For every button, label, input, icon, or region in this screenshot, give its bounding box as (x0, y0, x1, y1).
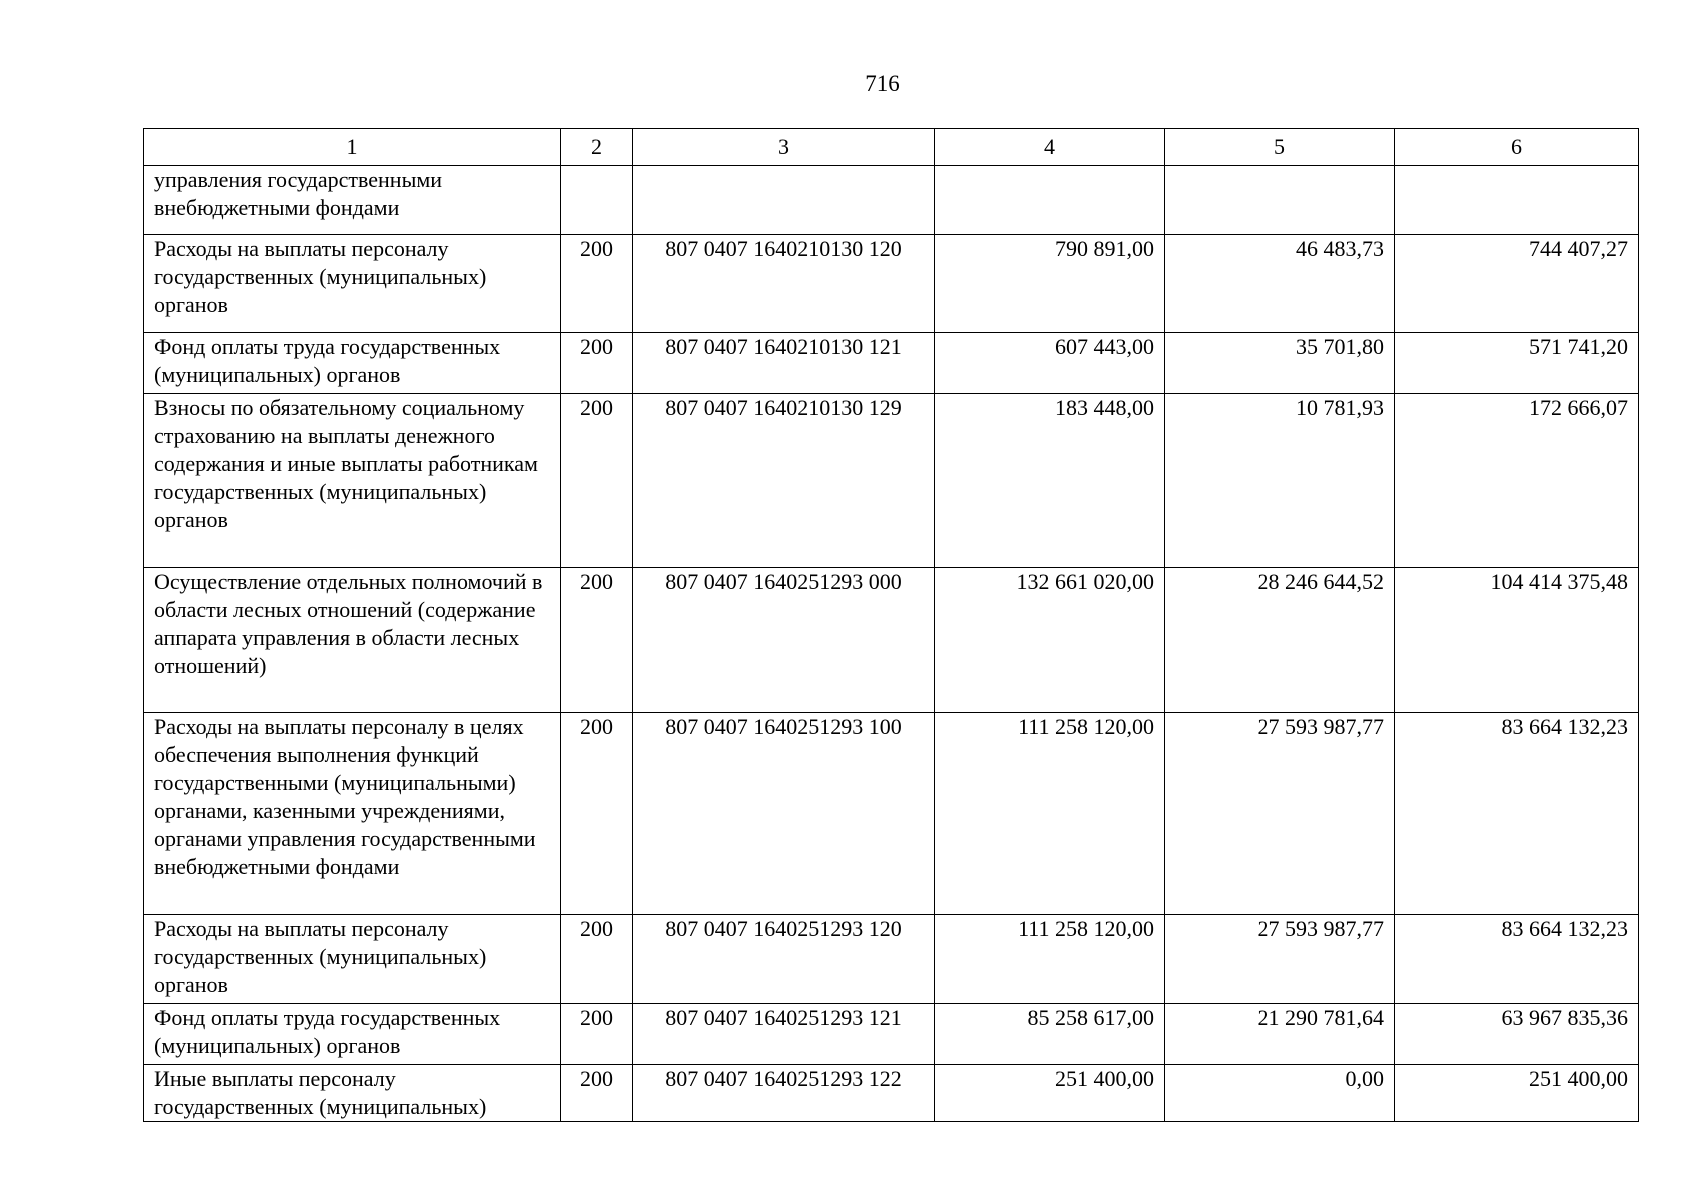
row-code: 200 (561, 568, 633, 713)
table-header (144, 129, 1639, 166)
row-approved: 111 258 120,00 (935, 713, 1165, 915)
row-executed: 46 483,73 (1165, 235, 1395, 333)
table-row (144, 333, 1639, 394)
row-unexecuted: 571 741,20 (1395, 333, 1639, 394)
row-kbk: 807 0407 1640251293 100 (633, 713, 935, 915)
row-name: управления государственными внебюджетными фондами (144, 166, 561, 235)
row-unexecuted: 172 666,07 (1395, 394, 1639, 568)
row-name: Расходы на выплаты персоналу в целях обеспечения выполнения функций государственными (муниципальными) органами, казенными учреждениями, органами управления государственными внебюджетными фондами (144, 713, 561, 915)
table-row (144, 166, 1639, 235)
row-approved: 111 258 120,00 (935, 915, 1165, 1004)
row-code (561, 166, 633, 235)
row-unexecuted: 251 400,00 (1395, 1065, 1639, 1122)
row-approved: 251 400,00 (935, 1065, 1165, 1122)
row-approved: 183 448,00 (935, 394, 1165, 568)
row-executed: 10 781,93 (1165, 394, 1395, 568)
row-unexecuted: 83 664 132,23 (1395, 713, 1639, 915)
row-approved: 85 258 617,00 (935, 1004, 1165, 1065)
page-number: 716 (865, 71, 900, 96)
row-kbk: 807 0407 1640210130 121 (633, 333, 935, 394)
row-executed: 0,00 (1165, 1065, 1395, 1122)
row-code: 200 (561, 333, 633, 394)
row-unexecuted: 104 414 375,48 (1395, 568, 1639, 713)
row-code: 200 (561, 1004, 633, 1065)
column-header-5: 5 (1165, 129, 1395, 166)
row-code: 200 (561, 915, 633, 1004)
row-name: Фонд оплаты труда государственных (муниципальных) органов (144, 333, 561, 394)
table-row (144, 915, 1639, 1004)
row-name: Расходы на выплаты персоналу государственных (муниципальных) органов (144, 915, 561, 1004)
row-kbk: 807 0407 1640210130 120 (633, 235, 935, 333)
table-body (144, 166, 1639, 1122)
row-code: 200 (561, 1065, 633, 1122)
row-executed: 27 593 987,77 (1165, 713, 1395, 915)
row-kbk: 807 0407 1640251293 000 (633, 568, 935, 713)
row-executed: 35 701,80 (1165, 333, 1395, 394)
row-kbk: 807 0407 1640251293 121 (633, 1004, 935, 1065)
row-kbk: 807 0407 1640251293 122 (633, 1065, 935, 1122)
row-name: Взносы по обязательному социальному страхованию на выплаты денежного содержания и иные выплаты работникам государственных (муниципальных) органов (144, 394, 561, 568)
table-row (144, 1004, 1639, 1065)
row-approved: 132 661 020,00 (935, 568, 1165, 713)
row-unexecuted (1395, 166, 1639, 235)
row-executed: 27 593 987,77 (1165, 915, 1395, 1004)
row-unexecuted: 83 664 132,23 (1395, 915, 1639, 1004)
column-header-2: 2 (561, 129, 633, 166)
column-header-6: 6 (1395, 129, 1639, 166)
row-executed (1165, 166, 1395, 235)
table-row (144, 713, 1639, 915)
row-name: Осуществление отдельных полномочий в области лесных отношений (содержание аппарата управления в области лесных отношений) (144, 568, 561, 713)
row-code: 200 (561, 394, 633, 568)
row-executed: 21 290 781,64 (1165, 1004, 1395, 1065)
table-row (144, 568, 1639, 713)
budget-table (143, 128, 1639, 1122)
row-unexecuted: 744 407,27 (1395, 235, 1639, 333)
row-kbk: 807 0407 1640210130 129 (633, 394, 935, 568)
row-code: 200 (561, 713, 633, 915)
row-kbk (633, 166, 935, 235)
row-name: Фонд оплаты труда государственных (муниципальных) органов (144, 1004, 561, 1065)
row-approved (935, 166, 1165, 235)
row-approved: 790 891,00 (935, 235, 1165, 333)
column-header-3: 3 (633, 129, 935, 166)
column-header-1: 1 (144, 129, 561, 166)
row-name: Расходы на выплаты персоналу государственных (муниципальных) органов (144, 235, 561, 333)
table-row (144, 394, 1639, 568)
header-row (144, 129, 1639, 166)
row-kbk: 807 0407 1640251293 120 (633, 915, 935, 1004)
column-header-4: 4 (935, 129, 1165, 166)
row-name: Иные выплаты персоналу государственных (муниципальных) (144, 1065, 561, 1122)
row-executed: 28 246 644,52 (1165, 568, 1395, 713)
row-unexecuted: 63 967 835,36 (1395, 1004, 1639, 1065)
table-row (144, 235, 1639, 333)
row-code: 200 (561, 235, 633, 333)
table-row (144, 1065, 1639, 1122)
row-approved: 607 443,00 (935, 333, 1165, 394)
